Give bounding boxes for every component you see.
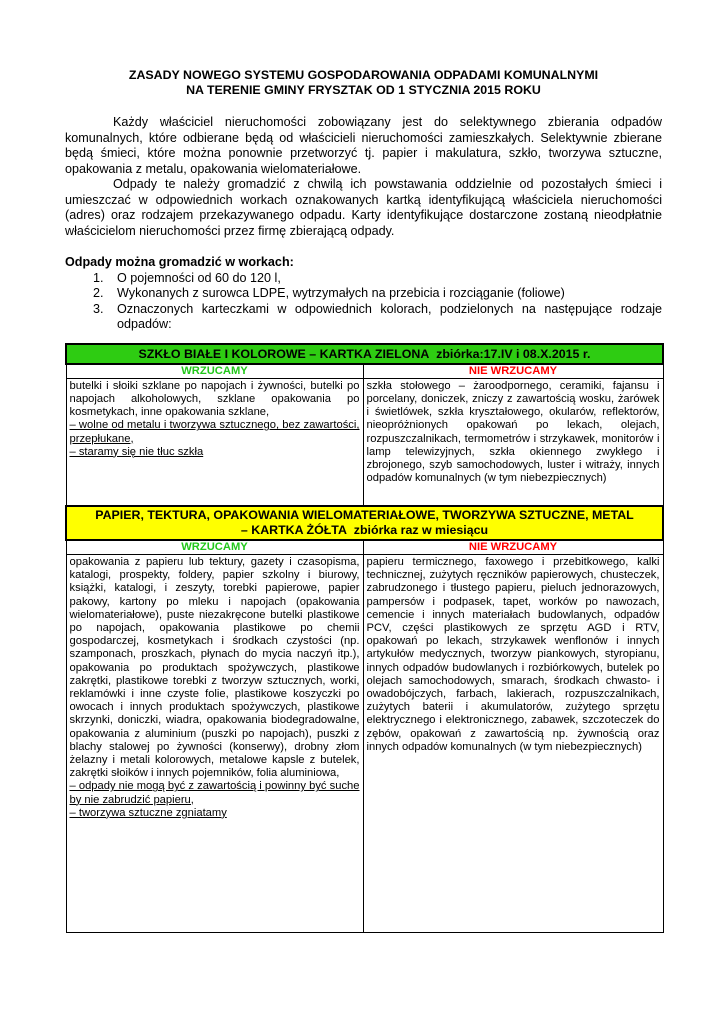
- intro-paragraph: Każdy właściciel nieruchomości zobowiązany jest do selektywnego zbierania odpadów komunalnych, które odbierane będą od właścicieli nieruchomości zamieszkałych. Selektywnie zbierane będą śmieci, które można ponownie przetworzyć tj. papier i makulatura, szkło, tworzywa sztuczne, opakowania z metalu, opakowania wielomateriałowe.: [65, 115, 662, 176]
- paper-yes-label: WRZUCAMY: [66, 540, 363, 555]
- document-title: [65, 68, 662, 98]
- title-line-2: NA TERENIE GMINY FRYSZTAK OD 1 STYCZNIA 2015 ROKU: [186, 83, 541, 97]
- paper-title-line-1: PAPIER, TEKTURA, OPAKOWANIA WIELOMATERIAŁOWE, TWORZYWA SZTUCZNE, METAL: [95, 507, 634, 522]
- glass-yes-text: butelki i słoiki szklane po napojach i żywności, butelki po napojach alkoholowych, szklane opakowania po kosmetykach, inne opakowania szklane,: [69, 379, 360, 419]
- document-page: [65, 68, 662, 933]
- bags-list: [65, 271, 662, 333]
- paper-yes-note: – odpady nie mogą być z zawartością i powinny być suche by nie zabrudzić papieru,: [69, 780, 360, 806]
- glass-no-label: NIE WRZUCAMY: [363, 364, 663, 379]
- paper-no-label: NIE WRZUCAMY: [363, 540, 663, 555]
- bags-list-item: 2. Wykonanych z surowca LDPE, wytrzymałych na przebicia i rozciąganie (foliowe): [107, 286, 662, 302]
- paper-title-line-2: – KARTKA ŻÓŁTA: [240, 522, 347, 537]
- paper-yes-note: – tworzywa sztuczne zgniatamy: [69, 806, 227, 819]
- paper-yes-cell: [66, 554, 363, 932]
- paper-no-cell: [363, 554, 663, 932]
- glass-header: [66, 344, 663, 364]
- glass-schedule: zbiórka:17.IV i 08.X.2015 r.: [436, 346, 591, 361]
- bags-list-item: 1. O pojemności od 60 do 120 l,: [107, 271, 662, 287]
- bags-heading: Odpady można gromadzić w workach:: [65, 255, 294, 269]
- paper-header: [66, 506, 663, 540]
- glass-yes-cell: [66, 378, 363, 506]
- bags-list-item: 3. Oznaczonych karteczkami w odpowiednich kolorach, podzielonych na następujące rodzaje odpadów:: [107, 302, 662, 333]
- glass-yes-note: – staramy się nie tłuc szkła: [69, 445, 204, 458]
- paper-no-text: papieru termicznego, faxowego i przebitkowego, kalki technicznej, zużytych ręczników papierowych, chusteczek, zabrudzonego i tłustego papieru, pieluch jednorazowych, pampersów i podpasek, tapet, worków po nawozach, cemencie i innych materiałach budowlanych, odpadów PCV, części plastikowych ze sprzętu AGD i RTV, opakowań po lekach, strzykawek wenflonów i innych artykułów medycznych, tworzyw piankowych, styropianu, innych odpadów budowlanych i rozbiórkowych, butelek po olejach samochodowych, smarach, środkach chwasto- i owadobójczych, farbach, lakierach, rozpuszczalnikach, zużytych baterii i akumulatorów, zużytego sprzętu elektrycznego i elektronicznego, zabawek, szczoteczek do zębów, opakowań z zawartością np. żywnością oraz innych odpadów komunalnych (w tym niebezpiecznych): [366, 555, 660, 753]
- glass-no-text: szkła stołowego – żaroodpornego, ceramiki, fajansu i porcelany, doniczek, zniczy z zawartością wosku, żarówek i świetlówek, szkła kryształowego, okularów, reflektorów, nieopróżnionych opakowań po lekach, olejach, rozpuszczalnikach, termometrów i strzykawek, monitorów i lamp telewizyjnych, szkła okiennego zwykłego i zbrojonego, szyb samochodowych, luster i witraży, innych odpadów komunalnych (w tym niebezpiecznych): [366, 379, 660, 485]
- title-line-1: ZASADY NOWEGO SYSTEMU GOSPODAROWANIA ODPADAMI KOMUNALNYMI: [128, 68, 599, 82]
- collection-paragraph: Odpady te należy gromadzić z chwilą ich powstawania oddzielnie od pozostałych śmieci i umieszczać w odpowiednich workach oznakowanych kartką identyfikującą właściciela nieruchomości (adres) oraz rodzajem przekazywanego odpadu. Karty identyfikujące dostarczone zostaną nieodpłatnie właścicielom nieruchomości przez firmę zbierającą odpady.: [65, 177, 662, 238]
- waste-table: [65, 343, 664, 933]
- glass-title: SZKŁO BIAŁE I KOLOROWE – KARTKA ZIELONA: [138, 346, 430, 361]
- glass-no-cell: [363, 378, 663, 506]
- paper-schedule: zbiórka raz w miesiącu: [353, 522, 489, 537]
- glass-yes-label: WRZUCAMY: [66, 364, 363, 379]
- glass-yes-note: – wolne od metalu i tworzywa sztucznego, bez zawartości, przepłukane,: [69, 419, 360, 445]
- paper-yes-text: opakowania z papieru lub tektury, gazety i czasopisma, katalogi, prospekty, foldery, papier szkolny i biurowy, książki, katalogi, i zeszyty, torebki papierowe, papier pakowy, kartony po mleku i napojach (opakowania wielomateriałowe), puste niezakręcone butelki plastikowe po napojach, opakowania plastikowe po chemii gospodarczej, kosmetykach i środkach czystości (np. szamponach, proszkach, płynach do mycia naczyń itp.), opakowania po produktach spożywczych, plastikowe zakrętki, plastikowe torebki z tworzyw sztucznych, worki, reklamówki i inne czyste folie, plastikowe koszyczki po owocach i innych produktach spożywczych, plastikowe skrzynki, doniczki, wiadra, opakowania biodegradowalne, opakowania z aluminium (puszki po napojach), puszki z blachy stalowej po żywności (konserwy), drobny złom żelazny i metali kolorowych, metalowe kapsle z butelek, zakrętki słoików i innych pojemników, folia aluminiowa,: [69, 555, 360, 780]
